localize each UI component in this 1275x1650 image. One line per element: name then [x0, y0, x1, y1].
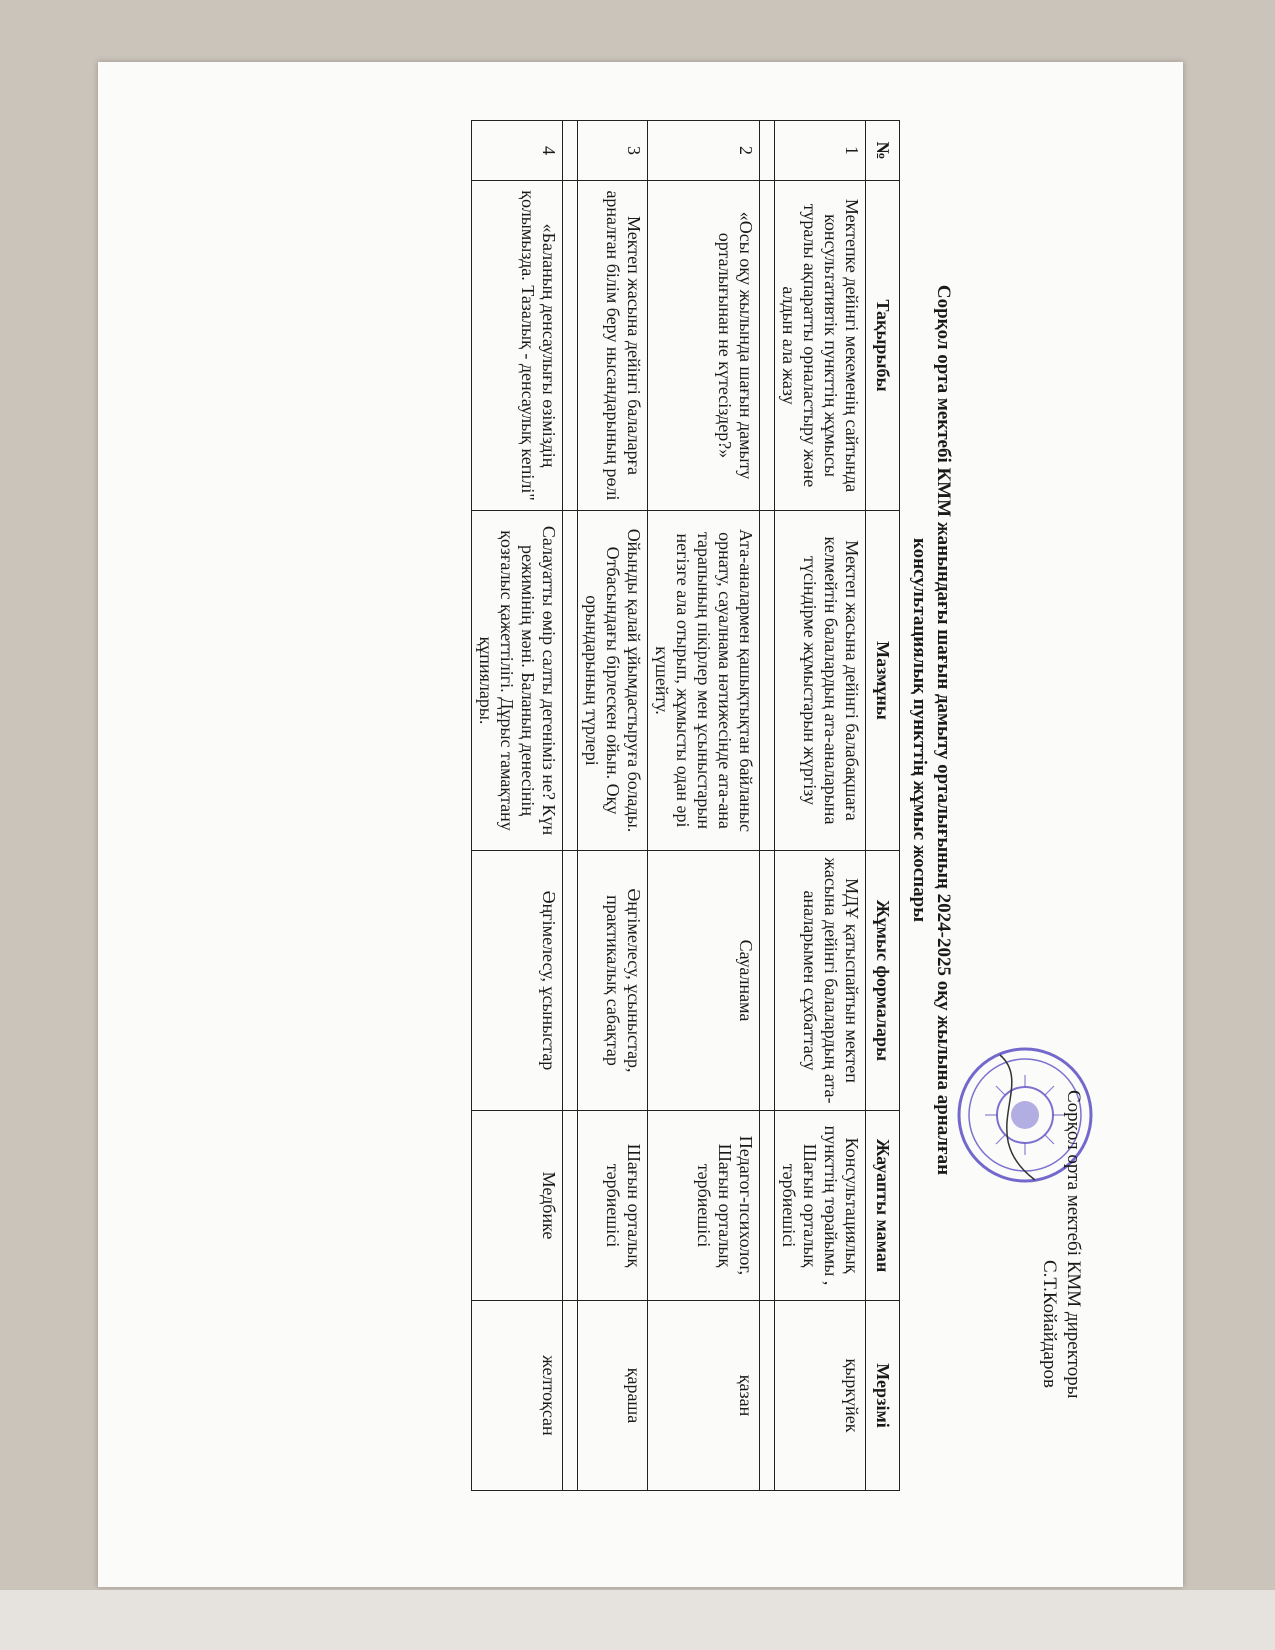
header-topic: Тақырыбы	[866, 181, 900, 511]
header-responsible: Жауапты маман	[866, 1111, 900, 1301]
approval-block	[1037, 1090, 1085, 1490]
header-number: №	[866, 121, 900, 181]
work-plan-table	[471, 120, 900, 1491]
background-strip	[0, 1590, 1275, 1650]
row-number: 3	[578, 121, 648, 181]
row-responsible: Педагог-психолог, Шағын орталық тәрбиешісі	[648, 1111, 760, 1301]
table-header-row	[866, 121, 900, 1491]
row-work-form: МДҰ қатыспайтын мектеп жасына дейінгі балалардың ата-аналарымен сұхбаттасу	[775, 851, 866, 1111]
header-deadline: Мерзімі	[866, 1301, 900, 1491]
row-topic: «Баланың денсаулығы өзіміздің қолымызда. Тазалық - денсаулық кепілі"	[472, 181, 563, 511]
title-line-1: Сорқол орта мектебі КММ жанындағы шағын дамыту орталығының 2024-2025 оқу жылына арналған	[933, 284, 954, 1176]
row-number: 2	[648, 121, 760, 181]
row-content: Ойынды қалай ұйымдастыруға болады. Отбасындағы бірлескен ойын. Оқу орындарының түрлері	[578, 511, 648, 851]
rotated-document-content	[165, 90, 1105, 1520]
table-spacer-row	[760, 121, 775, 1491]
table-row	[775, 121, 866, 1491]
header-work-form: Жұмыс формалары	[866, 851, 900, 1111]
table-row	[648, 121, 760, 1491]
row-number: 4	[472, 121, 563, 181]
row-work-form: Әңгімелесу, ұсыныстар	[472, 851, 563, 1111]
row-topic: Мектепке дейінгі мекеменің сайтында консультативтік пункттің жұмысы туралы ақпаратты орналастыру және алдын ала жазу	[775, 181, 866, 511]
row-responsible: Шағын орталық тәрбиешісі	[578, 1111, 648, 1301]
row-deadline: қараша	[578, 1301, 648, 1491]
header-content: Мазмұны	[866, 511, 900, 851]
row-content: Ата-аналармен қашықтықтан байланыс орнату, сауалнама нәтижесінде ата-ана тарапының пікірлер мен ұсыныстарын негізге ала отырып, жұмысты одан әрі күшейту.	[648, 511, 760, 851]
table-spacer-row	[563, 121, 578, 1491]
table-row	[578, 121, 648, 1491]
approval-director-label: Сорқол орта мектебі КММ директоры	[1063, 1090, 1084, 1399]
page-title	[907, 230, 955, 1230]
row-deadline: қыркүйек	[775, 1301, 866, 1491]
row-deadline: желтоқсан	[472, 1301, 563, 1491]
row-responsible: Консультациялық пункттің төрайымы , Шағын орталық тәрбиешісі	[775, 1111, 866, 1301]
row-content: Салауатты өмір салты дегеніміз не? Күн режимінің мәні. Баланың денесінің қозғалыс қажеттілігі. Дұрыс тамақтану құпиялары.	[472, 511, 563, 851]
row-responsible: Медбике	[472, 1111, 563, 1301]
row-work-form: Сауалнама	[648, 851, 760, 1111]
row-work-form: Әңгімелесу, ұсыныстар, практикалық сабақтар	[578, 851, 648, 1111]
row-topic: Мектеп жасына дейінгі балаларға арналған білім беру нысандарының рөлі	[578, 181, 648, 511]
row-deadline: қазан	[648, 1301, 760, 1491]
table-row	[472, 121, 563, 1491]
row-topic: «Осы оқу жылында шағын дамыту орталығынан не күтесіздер?»	[648, 181, 760, 511]
title-line-2: консультациялық пункттің жұмыс жоспары	[909, 537, 930, 923]
row-content: Мектеп жасына дейінгі балабақшаға келмейтін балалардың ата-аналарына түсіндірме жұмыстарын жүргізу	[775, 511, 866, 851]
row-number: 1	[775, 121, 866, 181]
approval-director-name: С.Т.Койайдаров	[1039, 1260, 1060, 1388]
